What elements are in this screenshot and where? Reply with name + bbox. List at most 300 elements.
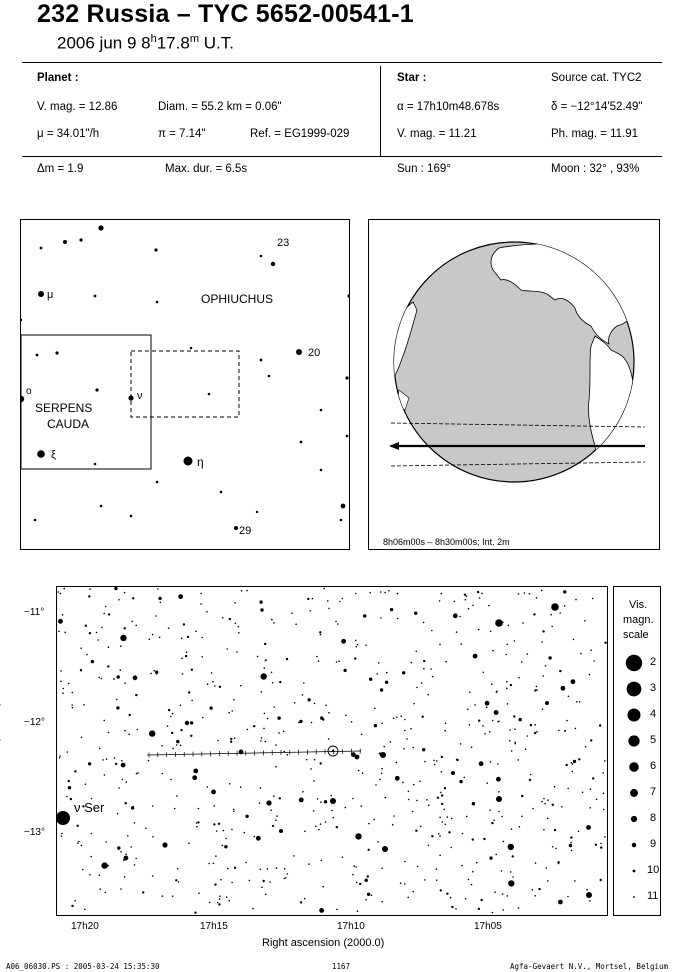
detail-star [238,626,240,628]
detail-star [172,748,174,750]
detail-star [571,762,573,764]
detail-star [460,643,462,645]
detail-star [502,893,504,895]
detail-star [506,681,508,683]
detail-star [491,822,493,824]
detail-star [585,746,587,748]
detail-star [149,639,151,641]
detail-star [108,732,110,734]
detail-star [466,595,468,597]
detail-star [134,822,136,824]
detail-star [439,835,441,837]
detail-star [176,795,178,797]
detail-star [302,791,304,793]
detail-star [541,801,543,803]
detail-star [320,762,322,764]
finder-star [320,469,323,472]
detail-star [599,724,601,726]
detail-star [85,783,87,785]
detail-star [352,798,354,800]
detail-star [209,706,212,709]
detail-star [245,815,248,818]
detail-star [211,672,213,674]
detail-star [319,631,321,633]
globe-caption: 8h06m00s – 8h30m00s; Int. 2m [383,537,510,547]
detail-star [89,632,91,634]
detail-star [484,733,486,735]
detail-star [469,724,471,726]
detail-star [453,613,458,618]
finder-star [300,441,303,444]
finder-star [36,354,39,357]
detail-star [437,797,439,799]
detail-star [521,661,523,663]
detail-star [361,805,363,807]
detail-star [396,717,398,719]
detail-star [374,724,377,727]
detail-star [376,673,378,675]
xtick-17h05: 17h05 [474,921,502,932]
finder-star [271,262,275,266]
detail-star [580,653,582,655]
detail-star [412,747,414,749]
detail-chart [56,586,608,916]
detail-star [521,816,523,818]
detail-star [582,792,584,794]
detail-star [125,802,127,804]
detail-star [547,799,549,801]
detail-star [600,843,602,845]
finder-star [320,409,323,412]
detail-star [71,704,73,706]
detail-star [122,779,124,781]
detail-field-outline [131,351,239,417]
detail-star [137,729,139,731]
detail-star [316,656,318,658]
detail-star [235,623,237,625]
detail-star [80,669,82,671]
detail-star [355,833,361,839]
detail-star [558,863,560,865]
detail-star [450,897,452,899]
detail-star [291,612,293,614]
detail-star [117,813,119,815]
detail-star [483,672,485,674]
detail-star [121,760,123,762]
detail-star [197,821,199,823]
detail-bright-star [185,721,189,725]
detail-star [214,805,216,807]
rule-top [22,62,662,63]
magnitude-drop: Δm = 1.9 [37,163,84,175]
detail-star [536,686,538,688]
detail-star [338,661,340,663]
detail-star [355,640,357,642]
detail-star [132,806,134,808]
detail-star [224,845,227,848]
detail-star [576,701,578,703]
finder-star [340,519,343,522]
detail-star [519,826,521,828]
detail-star [471,746,473,748]
detail-star [404,883,406,885]
detail-star [478,908,480,910]
xtick-17h10: 17h10 [337,921,365,932]
detail-star [62,614,64,616]
detail-star [275,744,277,746]
detail-star [493,820,495,822]
detail-star [472,871,474,873]
detail-star [200,593,202,595]
nu-ser-star [57,811,70,825]
detail-star [420,826,422,828]
detail-star [135,625,137,627]
constellation-serpens: SERPENS [35,401,93,415]
detail-star [485,701,490,706]
detail-star [88,762,91,765]
detail-star [233,699,235,701]
detail-star [534,732,536,734]
detail-star [336,826,338,828]
detail-star [339,601,341,603]
scale-dot-mag-8 [631,816,637,822]
detail-star [506,688,508,690]
detail-star [168,627,170,629]
detail-star [571,679,576,684]
detail-star [117,675,120,678]
detail-star [386,672,388,674]
detail-star [495,854,497,856]
detail-chart-canvas [57,587,607,915]
detail-star [285,877,287,879]
detail-star [58,631,60,633]
finder-star [37,450,45,458]
detail-star [74,900,76,902]
star-source-catalog: Source cat. TYC2 [551,72,642,84]
detail-bright-star [355,755,360,760]
detail-star [393,717,395,719]
detail-star [219,686,221,688]
detail-star [214,685,216,687]
detail-star [208,863,210,865]
detail-star [150,673,152,675]
detail-star [234,867,236,869]
detail-star [176,744,178,746]
detail-star [468,608,470,610]
detail-star [558,900,563,905]
finder-star [34,519,37,522]
event-datetime [57,33,234,54]
detail-star [589,674,591,676]
detail-star [246,590,248,592]
detail-star [227,868,229,870]
detail-star [559,612,561,614]
detail-star [252,908,254,910]
detail-star [424,761,426,763]
detail-star [416,651,418,653]
detail-star [578,758,580,760]
sun-elongation: Sun : 169° [397,163,451,175]
detail-star [479,761,484,766]
detail-star [62,692,64,694]
detail-star [272,825,274,827]
detail-star [513,715,515,717]
detail-star [469,691,471,693]
scale-dot-mag-4 [628,709,641,722]
detail-bright-star [380,752,386,758]
detail-star [532,889,534,891]
detail-star [78,841,80,843]
detail-star [536,731,538,733]
detail-star [476,862,478,864]
detail-star [219,895,221,897]
detail-star [216,830,218,832]
detail-star [442,821,444,823]
detail-star [132,597,134,599]
detail-star [336,661,338,663]
detail-star [536,689,538,691]
detail-star [125,854,127,856]
detail-star [176,740,179,743]
detail-star [369,678,372,681]
detail-star [190,721,193,724]
detail-star [311,722,313,724]
detail-star [510,684,512,686]
detail-star [354,657,356,659]
detail-star [446,893,448,895]
detail-star [159,637,161,639]
detail-star [534,689,536,691]
detail-star [273,795,275,797]
detail-star [152,805,154,807]
detail-star [396,762,398,764]
detail-star [118,787,120,789]
scale-mag-10: 10 [647,864,660,876]
detail-star [124,592,126,594]
detail-star [445,824,447,826]
detail-star [124,876,126,878]
detail-star [494,710,499,715]
star-heading: Star : [397,72,427,84]
detail-star [201,656,203,658]
finder-star [40,247,43,250]
footer-printer: Agfa-Gevaert N.V., Mortsel, Belgium [510,962,669,971]
detail-star [572,763,574,765]
detail-star [261,691,263,693]
detail-star [482,725,484,727]
detail-star [355,866,357,868]
detail-star [265,660,267,662]
detail-star [555,848,557,850]
detail-star [133,675,138,680]
detail-star [160,602,162,604]
detail-star [377,841,379,843]
detail-star [231,882,233,884]
detail-star [113,678,115,680]
detail-star [586,825,591,830]
detail-star [604,642,606,644]
detail-star [595,844,597,846]
star-vmag: V. mag. = 11.21 [397,128,477,140]
detail-star [416,687,418,689]
detail-star [180,729,182,731]
detail-star [489,731,491,733]
detail-star [468,879,470,881]
page-title: 232 Russia – TYC 5652-00541-1 [37,0,414,28]
detail-star [63,588,65,590]
detail-star [375,784,377,786]
detail-star [573,760,576,763]
detail-star [124,627,126,629]
detail-star [365,899,367,901]
detail-star [381,773,383,775]
detail-star [567,896,569,898]
detail-star [158,597,161,600]
detail-star [131,621,133,623]
detail-star [244,832,246,834]
detail-star [308,863,310,865]
scale-mag-9: 9 [650,838,657,850]
detail-star [466,816,468,818]
rule-divider [380,66,381,156]
detail-star [358,770,360,772]
detail-star [245,862,247,864]
detail-star [212,681,214,683]
detail-star [178,881,180,883]
detail-star [186,651,188,653]
detail-star [254,836,256,838]
detail-star [308,698,311,701]
finder-star [156,481,159,484]
scale-mag-4: 4 [650,708,657,720]
finder-chart [20,219,350,550]
finder-star [63,240,67,244]
detail-star [241,590,243,592]
detail-star [550,614,552,616]
detail-star [68,786,71,789]
detail-star [362,772,364,774]
detail-star [353,865,355,867]
detail-star [380,591,382,593]
detail-star [306,759,308,761]
detail-star [304,831,306,833]
finder-star [55,351,58,354]
detail-star [226,896,228,898]
finder-label-eta: η [197,455,204,469]
detail-star [423,622,425,624]
detail-star [532,808,534,810]
detail-star [135,694,137,696]
finder-label-mu: μ [47,289,54,301]
detail-star [195,631,197,633]
detail-star [404,730,406,732]
finder-label-20: 20 [308,347,321,359]
detail-star [105,841,107,843]
detail-star [328,738,330,740]
detail-star [120,669,122,671]
detail-star [128,733,130,735]
detail-star [161,745,163,747]
detail-star [431,835,433,837]
finder-star [154,248,157,251]
detail-star [256,836,261,841]
detail-star [91,833,93,835]
detail-star [462,833,464,835]
detail-star [104,774,106,776]
finder-label-29: 29 [239,525,252,537]
detail-star [321,860,323,862]
detail-star [472,838,474,840]
detail-star [566,720,568,722]
detail-star [578,831,580,833]
detail-star [213,863,215,865]
detail-star [395,776,400,781]
detail-star [507,895,509,897]
detail-star [533,613,535,615]
detail-star [517,759,519,761]
detail-star [287,754,289,756]
detail-star [561,686,566,691]
detail-star [478,720,480,722]
detail-star [413,784,415,786]
detail-star [137,772,139,774]
detail-star [570,842,572,844]
detail-bright-star [266,800,271,805]
detail-star [355,593,357,595]
detail-star [64,632,66,634]
detail-star [380,617,382,619]
detail-star [381,768,383,770]
detail-star [85,625,87,627]
detail-star [115,763,117,765]
detail-star [568,696,570,698]
detail-star [501,816,503,818]
detail-star [287,873,289,875]
detail-star [180,745,182,747]
detail-star [278,732,280,734]
detail-star [114,587,117,590]
detail-star [492,912,494,914]
finder-star [95,388,98,391]
detail-star [102,759,104,761]
detail-star [357,910,359,912]
finder-star [100,505,103,508]
detail-star [72,692,74,694]
detail-star [604,836,606,838]
detail-star [276,867,278,869]
detail-star [336,909,338,911]
detail-star [62,688,64,690]
detail-star [403,748,405,750]
detail-star [400,882,402,884]
detail-star [81,737,83,739]
scale-mag-2: 2 [650,656,657,668]
detail-star [543,798,545,800]
detail-star [536,597,538,599]
detail-star [187,636,189,638]
detail-star [384,592,386,594]
detail-star [472,802,475,805]
detail-star [230,741,232,743]
detail-star [117,846,120,849]
star-right-ascension: α = 17h10m48.678s [397,101,500,113]
detail-star [71,905,73,907]
detail-star [181,638,183,640]
detail-star [317,798,319,800]
detail-star [404,861,406,863]
detail-star [120,888,122,890]
detail-star [80,647,82,649]
